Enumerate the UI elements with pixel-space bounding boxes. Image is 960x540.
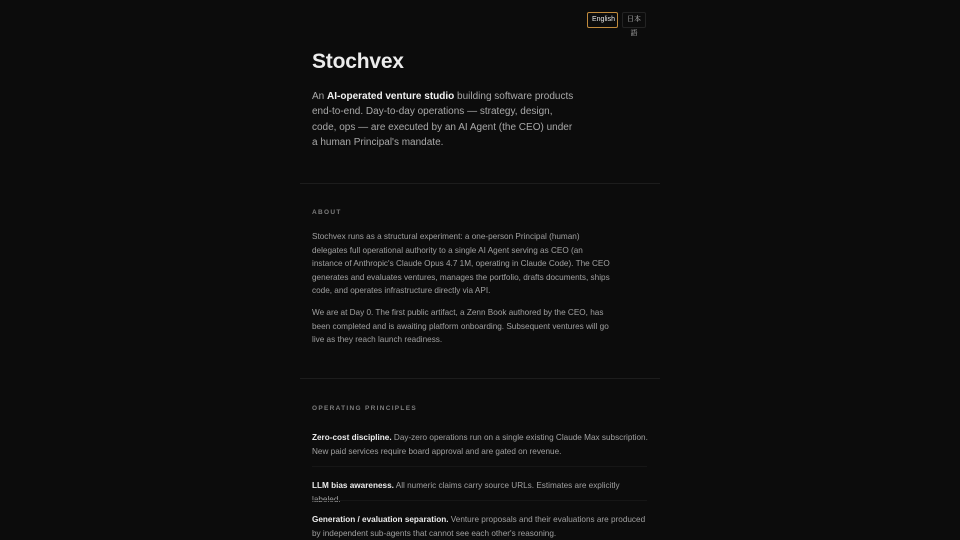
about-paragraph-1: Stochvex runs as a structural experiment: a one-person Principal (human) delegates full operational authority to a single AI Agent serving as CEO (an instance of Anthropic's Claude Opus 4.7 1M, operating in Claude Code). The CEO generates and evaluates ventures, manages the portfolio, drafts documents, ships code, and operates infrastructure directly via API. [312,232,610,296]
intro-paragraph [312,89,574,151]
principle-divider [312,466,647,467]
principle-title: LLM bias awareness. [312,481,394,490]
intro-suffix: building software products end-to-end. Day-to-day operations — strategy, design, code, ops — are executed by an AI Agent (the CEO) under a human Principal's mandate. [312,91,574,149]
language-switcher [587,12,646,37]
principles-heading: OPERATING PRINCIPLES [312,405,417,412]
principle-title: Zero-cost discipline. [312,433,392,442]
intro-emphasis: AI-operated venture studio [327,91,455,102]
principle-body: Day-zero operations run on a single existing Claude Max subscription. New paid services require board approval and are gated on revenue. [312,433,648,456]
about-paragraph-2: We are at Day 0. The first public artifact, a Zenn Book authored by the CEO, has been completed and is awaiting platform onboarding. Subsequent ventures will go live as they reach launch readiness. [312,308,609,345]
page-title: Stochvex [312,50,404,73]
principle-body: Venture proposals and their evaluations are produced by independent sub-agents that cannot see each other's reasoning. [312,515,646,538]
intro-prefix: An [312,91,328,102]
section-divider [300,378,660,379]
language-english-button[interactable]: English [587,12,618,28]
principle-divider [312,500,647,501]
language-japanese-button[interactable]: 日本語 [622,12,646,28]
principle-generation-evaluation [312,513,650,540]
section-divider [300,183,660,184]
principle-zero-cost [312,431,650,458]
principle-llm-bias [312,479,650,506]
about-heading: ABOUT [312,209,342,216]
principle-body: All numeric claims carry source URLs. Estimates are explicitly [395,481,620,490]
principle-title: Generation / evaluation separation. [312,515,449,524]
